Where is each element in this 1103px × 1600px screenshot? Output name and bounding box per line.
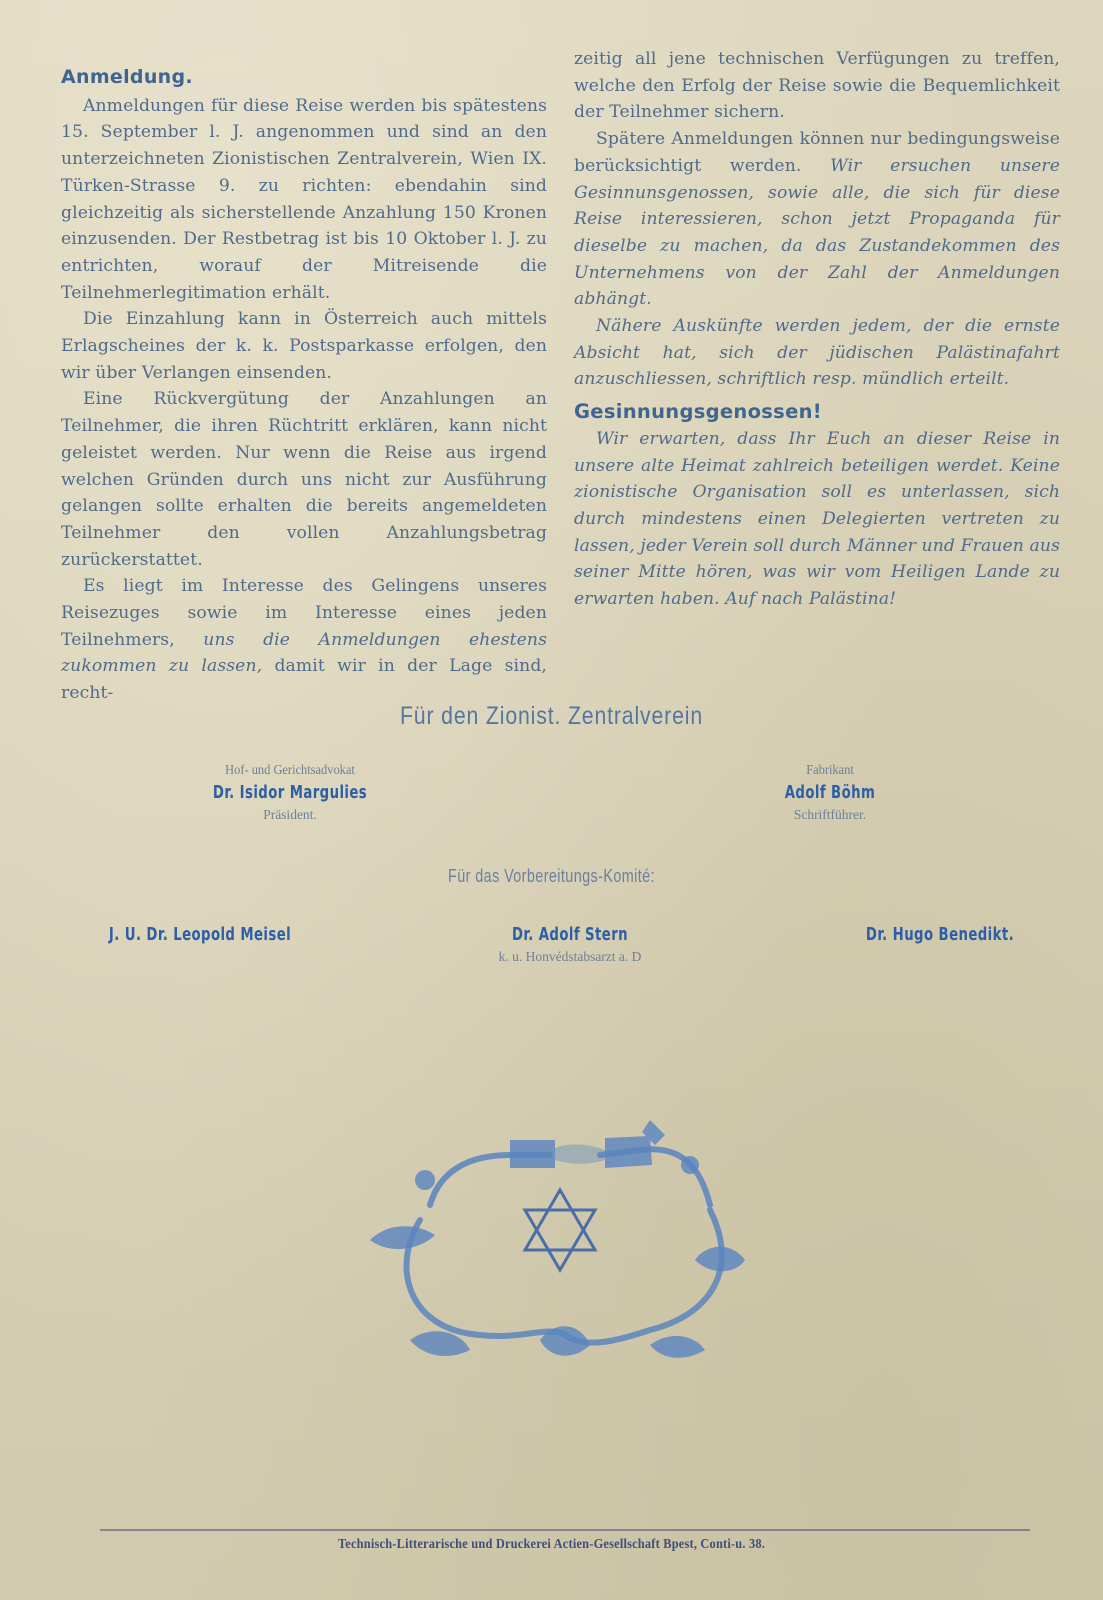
signer-name: Dr. Adolf Stern [511,924,629,945]
star-of-david-icon [525,1190,595,1270]
committee-title: Für das Vorbereitungs-Komité: [448,866,655,886]
footer-rule [100,1529,1030,1531]
paragraph [574,126,1060,313]
signature-committee-member [60,920,340,949]
signature-president [160,762,420,823]
right-column [574,46,1060,613]
signer-name: Dr. Isidor Margulies [212,782,368,803]
paragraph: Anmeldungen für diese Reise werden bis spätestens 15. September l. J. angenommen und sind an den unterzeichneten Zionistischen Zentralverein, Wien IX. Türken-Strasse 9. zu richten: ebendahin sind gleichzeitig als sicherstellende Anzahlung 150 Kronen einzusenden. Der Restbetrag ist bis 10 Oktober l. J. zu entrichten, worauf der Mitreisende die Teilnehmerlegitimation erhält. [61,95,547,303]
paragraph: Eine Rückvergütung der Anzahlungen an Teilnehmer, die ihren Rüchtritt erklären, kann nicht geleistet werden. Nur wenn die Reise aus irgend welchen Gründen durch uns nicht zur Ausführung gelangen sollte erhalten die bereits angemeldeten Teilnehmer den vollen Anzahlungsbetrag zurückerstattet. [61,389,547,570]
signer-name: Dr. Hugo Benedikt. [865,924,1015,945]
section-heading-gesinnungsgenossen: Gesinnungsgenossen! [574,400,822,424]
signer-role: Fabrikant [806,762,854,777]
ornamental-wreath-emblem [350,1110,770,1370]
signer-name: J. U. Dr. Leopold Meisel [108,924,292,945]
signature-secretary [730,762,930,823]
paragraph: Die Einzahlung kann in Österreich auch mittels Erlagscheines der k. k. Postsparkasse erfolgen, den wir über Verlangen einsenden. [61,309,547,383]
signer-title: Schriftführer. [793,807,867,822]
signer-name: Adolf Böhm [784,782,876,803]
signature-org-title: Für den Zionist. Zentralverein [399,702,704,730]
section-heading-anmeldung: Anmeldung. [61,66,193,88]
paragraph-continuation: zeitig all jene technischen Verfügungen zu treffen, welche den Erfolg der Reise sowie die Bequemlichkeit der Teilnehmer sichern. [574,49,1060,123]
text: damit wir in der Lage sind, recht- [61,656,547,704]
wreath-icon [350,1110,770,1370]
paragraph: Wir erwarten, dass Ihr Euch an dieser Reise in unsere alte Heimat zahlreich beteiligen werdet. Keine zionistische Organisation soll es unterlassen, sich durch mindestens einen Delegierten vertreten zu lassen, jeder Verein soll durch Männer und Frauen aus seiner Mitte hören, was wir vom Heiligen Lande zu erwarten haben. Auf nach Palästina! [574,428,1060,610]
signer-title: Präsident. [263,807,317,822]
signature-committee-member [820,920,1060,949]
printer-imprint: Technisch-Litterarische und Druckerei Actien-Gesellschaft Bpest, Conti-u. 38. [337,1536,766,1551]
paragraph [61,573,547,707]
signature-committee-member [420,920,720,965]
left-column [61,56,547,707]
signer-role: Hof- und Gerichtsadvokat [225,762,355,777]
text: Es liegt im Interesse des Gelingens unseres Reisezuges sowie im Interesse eines jeden Teilnehmers, [61,576,547,650]
italic-text: Wir ersuchen unsere Gesinnunsgenossen, sowie alle, die sich für diese Reise interessieren, schon jetzt Propaganda für dieselbe zu machen, da das Zustandekommen des Unternehmens von der Zahl der Anmeldungen abhängt. [574,155,1060,310]
italic-text: uns die Anmeldungen ehestens zukommen zu lassen, [61,629,547,677]
signer-title: k. u. Honvédstabsarzt a. D [498,949,642,964]
text: Spätere Anmeldungen können nur bedingungsweise berücksichtigt werden. [574,129,1060,176]
paragraph: Nähere Auskünfte werden jedem, der die ernste Absicht hat, sich der jüdischen Palästinafahrt anzuschliessen, schriftlich resp. mündlich erteilt. [574,316,1060,390]
